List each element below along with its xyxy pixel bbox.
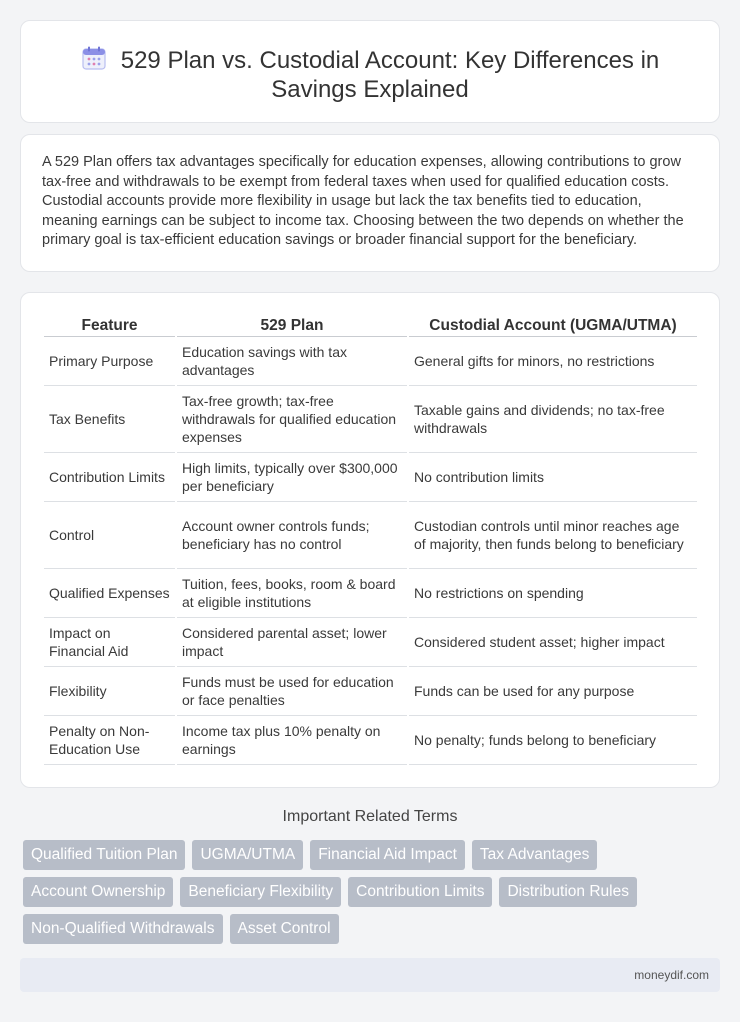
intro-paragraph: A 529 Plan offers tax advantages specifically for education expenses, allowing contributions to grow tax-free and withdrawals to be exempt from federal taxes when used for qualified education costs. Custodial accounts provide more flexibility in usage but lack the tax benefits tied to education, meaning earnings can be subject to income tax. Choosing between the two depends on whether the primary goal is tax-efficient education savings or broader financial support for the beneficiary. [42,154,684,248]
plan-529-cell: Tax-free growth; tax-free withdrawals for qualified education expenses [177,386,407,453]
plan-529-cell: Education savings with tax advantages [177,337,407,386]
tag-beneficiary-flexibility[interactable]: Beneficiary Flexibility [180,877,341,907]
plan-529-cell: High limits, typically over $300,000 per beneficiary [177,453,407,502]
table-row [44,386,697,453]
table-row [44,337,697,386]
plan-529-cell: Tuition, fees, books, room & board at eligible institutions [177,569,407,618]
comparison-table-card [20,292,720,788]
table-row [44,667,697,716]
feature-cell: Flexibility [44,667,175,716]
custodial-cell: No restrictions on spending [409,569,697,618]
custodial-cell: Custodian controls until minor reaches age of majority, then funds belong to beneficiary [409,502,697,569]
feature-cell: Qualified Expenses [44,569,175,618]
title-card [20,20,720,123]
table-row [44,453,697,502]
tag-ugma-utma[interactable]: UGMA/UTMA [192,840,303,870]
header-custodial-account: Custodial Account (UGMA/UTMA) [409,315,697,337]
page-title [61,45,679,104]
tag-qualified-tuition-plan[interactable]: Qualified Tuition Plan [23,840,185,870]
related-terms-list [23,840,723,944]
table-row [44,502,697,569]
related-terms-title: Important Related Terms [282,808,458,825]
tag-distribution-rules[interactable]: Distribution Rules [499,877,636,907]
header-529-plan: 529 Plan [177,315,407,337]
title-text: 529 Plan vs. Custodial Account: Key Differences in Savings Explained [120,47,660,103]
feature-cell: Contribution Limits [44,453,175,502]
table-row [44,716,697,765]
custodial-cell: General gifts for minors, no restrictions [409,337,697,386]
tag-asset-control[interactable]: Asset Control [230,914,339,944]
table-header-row [44,315,697,337]
custodial-cell: No contribution limits [409,453,697,502]
tag-non-qualified-withdrawals[interactable]: Non-Qualified Withdrawals [23,914,223,944]
custodial-cell: Taxable gains and dividends; no tax-free withdrawals [409,386,697,453]
feature-cell: Control [44,502,175,569]
plan-529-cell: Considered parental asset; lower impact [177,618,407,667]
table-row [44,569,697,618]
header-feature: Feature [44,315,175,337]
tag-tax-advantages[interactable]: Tax Advantages [472,840,597,870]
feature-cell: Penalty on Non-Education Use [44,716,175,765]
custodial-cell: Funds can be used for any purpose [409,667,697,716]
table-row [44,618,697,667]
plan-529-cell: Income tax plus 10% penalty on earnings [177,716,407,765]
plan-529-cell: Account owner controls funds; beneficiary has no control [177,502,407,569]
intro-card [20,134,720,272]
footer-site-link[interactable]: moneydif.com [634,968,709,982]
tag-financial-aid-impact[interactable]: Financial Aid Impact [310,840,465,870]
tag-contribution-limits[interactable]: Contribution Limits [348,877,492,907]
plan-529-cell: Funds must be used for education or face penalties [177,667,407,716]
custodial-cell: No penalty; funds belong to beneficiary [409,716,697,765]
calendar-icon [81,45,107,71]
comparison-table [42,315,699,765]
tag-account-ownership[interactable]: Account Ownership [23,877,173,907]
feature-cell: Primary Purpose [44,337,175,386]
feature-cell: Tax Benefits [44,386,175,453]
feature-cell: Impact on Financial Aid [44,618,175,667]
custodial-cell: Considered student asset; higher impact [409,618,697,667]
footer [20,958,720,992]
